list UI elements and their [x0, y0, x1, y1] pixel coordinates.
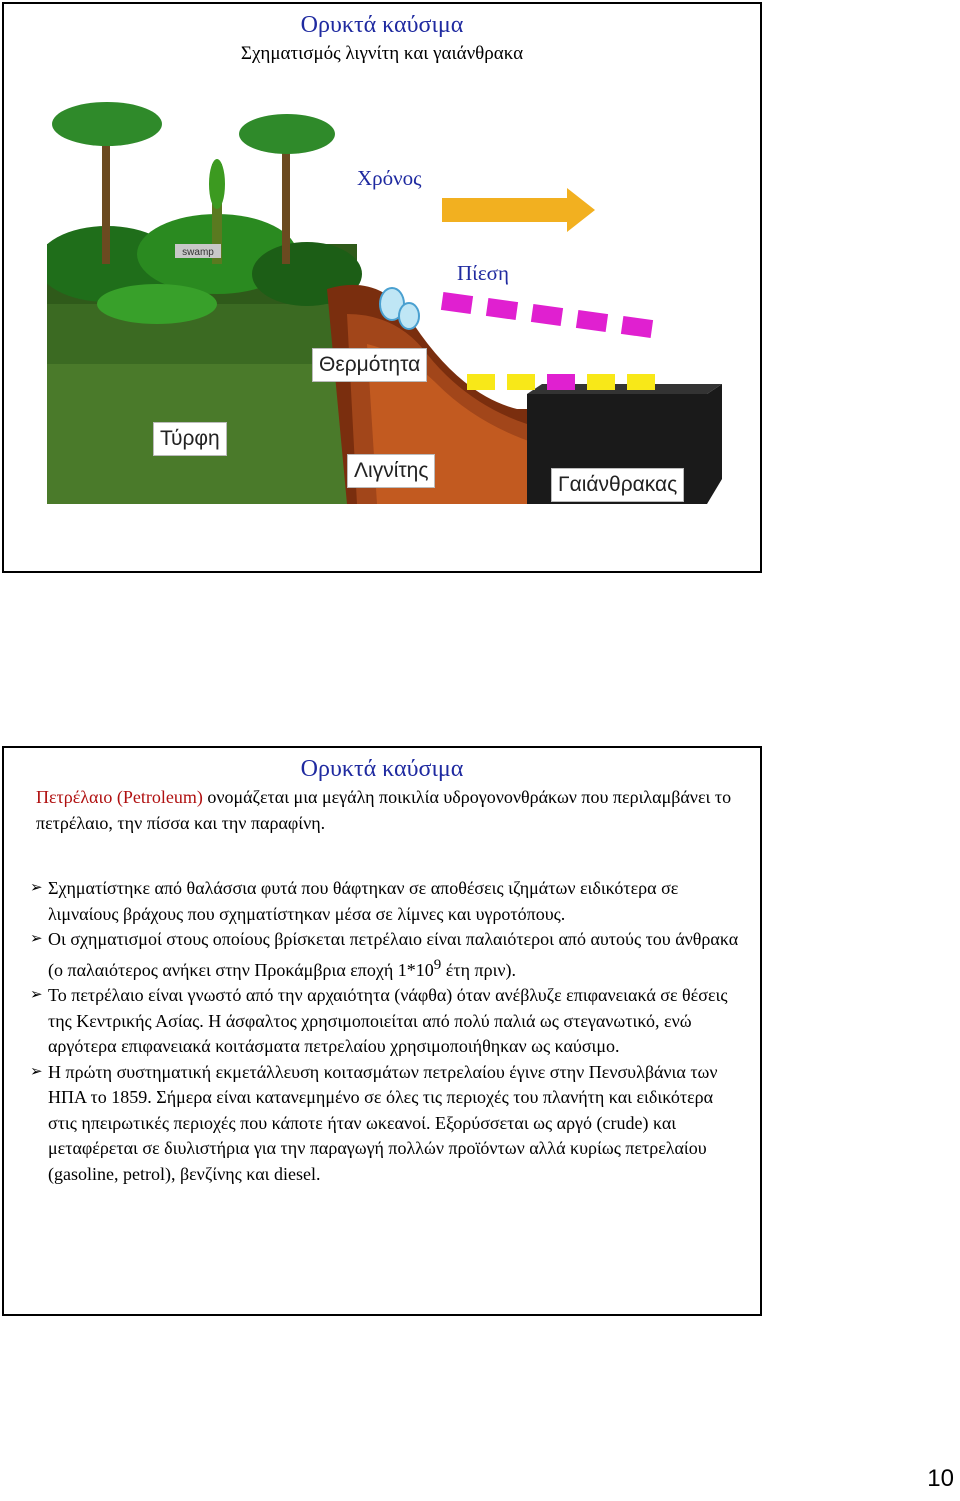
label-pressure: Πίεση	[457, 261, 509, 285]
slide-petroleum	[2, 746, 762, 1316]
label-lignite: Λιγνίτης	[347, 454, 435, 488]
slide-title: Ορυκτά καύσιμα	[300, 12, 464, 38]
list-item	[30, 927, 740, 983]
list-item	[30, 876, 740, 927]
page-number: 10	[927, 1465, 954, 1492]
bullet-text: Το πετρέλαιο είναι γνωστό από την αρχαιότητα (νάφθα) όταν ανέβλυζε επιφανειακά σε θέσεις της Κεντρικής Ασίας. Η άσφαλτος χρησιμοποιείται από πολύ παλιά ως στεγανωτικό, ενώ αργότερα επιφανειακά κοιτάσματα πετρελαίου χρησιμοποιήθηκαν ως καύσιμο.	[48, 985, 728, 1056]
bullet-text-end: έτη πριν).	[441, 959, 517, 980]
diagram-illustration	[47, 64, 727, 504]
slide-subtitle: Σχηματισμός λιγνίτη και γαιάνθρακα	[240, 43, 524, 64]
list-item	[30, 1060, 740, 1188]
coal-formation-diagram	[47, 64, 727, 504]
slide-title: Ορυκτά καύσιμα	[300, 756, 464, 782]
label-heat: Θερμότητα	[312, 348, 427, 382]
intro-paragraph	[36, 784, 736, 836]
bullet-text: Οι σχηματισμοί στους οποίους βρίσκεται πετρέλαιο είναι παλαιότεροι από αυτούς του άνθρακα (ο παλαιότερος ανήκει στην Προκάμβρια εποχή 1*10	[48, 929, 739, 980]
arrow-icon	[442, 188, 595, 232]
slide-coal-formation	[2, 2, 762, 573]
arrow-bullet-icon: ➢	[30, 987, 43, 1003]
bullet-text: Σχηματίστηκε από θαλάσσια φυτά που θάφτηκαν σε αποθέσεις ιζημάτων ειδικότερα σε λιμναίους βράχους που σχηματίστηκαν μέσα σε λίμνες και υγροτόπους.	[48, 878, 679, 924]
label-time: Χρόνος	[357, 166, 422, 190]
swamp-sign-text: swamp	[182, 247, 214, 258]
intro-term: Πετρέλαιο (Petroleum)	[36, 787, 203, 807]
arrow-bullet-icon: ➢	[30, 931, 43, 947]
bullet-superscript: 9	[433, 956, 442, 973]
arrow-bullet-icon: ➢	[30, 1063, 43, 1080]
intro-text: ονομάζεται μια μεγάλη ποικιλία υδρογονονθράκων που περιλαμβάνει το πετρέλαιο, την πίσσα και την παραφίνη.	[36, 787, 732, 833]
arrow-bullet-icon: ➢	[30, 880, 43, 896]
bullet-text: Η πρώτη συστηματική εκμετάλλευση κοιτασμάτων πετρελαίου έγινε στην Πενσυλβάνια των ΗΠΑ το 1859. Σήμερα είναι κατανεμημένο σε όλες τις περιοχές του πλανήτη και ειδικότερα στις ηπειρωτικές περιοχές που κάποτε ήταν ωκεανοί. Εξορύσσεται ως αργό (crude) και μεταφέρεται σε διυλιστήρια για την παραγωγή πολλών προϊόντων αλλά κυρίως πετρελαίου (gasoline, petrol), βενζίνης και diesel.	[48, 1061, 718, 1184]
bullet-list	[30, 876, 740, 1187]
label-peat: Τύρφη	[153, 422, 227, 456]
list-item	[30, 983, 740, 1060]
label-coal: Γαιάνθρακας	[551, 468, 684, 502]
